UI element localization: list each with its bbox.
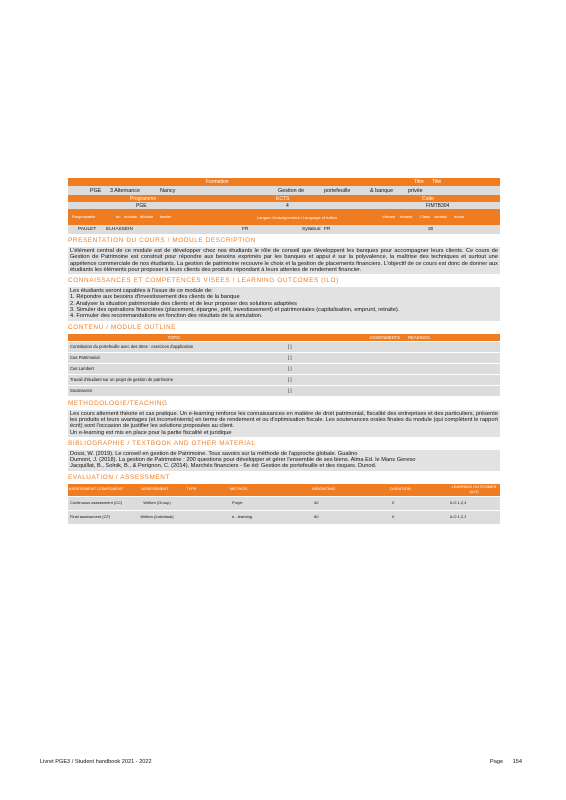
bibliography-item: Dumont, J. (2018). La gestion de Patrimoine : 200 questions pour développer et gérer l'ensemble de ses biens. Alma Ed. le Mans Gereso <box>70 457 416 464</box>
outcomes-list <box>68 287 500 320</box>
assignments-header: ASSIGNMENTS <box>369 334 400 340</box>
outcomes-heading: CONNAISSANCES ET COMPETENCES VISEES / LEARNING OUTCOMES (ILO) <box>68 277 339 285</box>
language-label: Langue d'enseignement / Language of tuition <box>257 214 337 220</box>
table-row <box>68 386 500 397</box>
programme-value: PGE <box>136 202 147 209</box>
bibliography-heading: BIBLIOGRAPHIE / TEXTBOOK AND OTHER MATERIAL <box>68 439 256 447</box>
outline-checkbox[interactable]: [ ] <box>288 388 292 394</box>
presentation-text: L'élément central de ce module est de développer chez nos étudiants le rôle de conseil que développent les banques pour accompagner leurs clients. Ce cours de Gestion de Patrimoine est construit pour répondre aux besoins exprimés par les banques et appui é sur la polyvalence, la maîtrise des techniques et surtout une appétence commerciale de nos étudiants. La gestion de patrimoine recouvre le choix et la gestion de placements financiers. L'objectif de ce cours est donc de donner aux étudiants les éléments pour proposer à leurs clients des produits répondant à leurs attentes de rendement financier. <box>70 248 498 273</box>
syllabus-language: FR <box>324 226 331 232</box>
presentation-heading: PRESENTATION DU COURS / MODULE DESCRIPTION <box>68 237 256 244</box>
hours-value: 30 <box>428 226 434 232</box>
eval-weighting: 40 <box>314 500 319 505</box>
footer-page <box>490 759 522 765</box>
info-header-row-3: Responsable du module Module leader Langue d'enseignement / Language of tuition Volume horaire Class contact hours <box>68 209 500 225</box>
footer-page-number: 154 <box>512 759 522 765</box>
topic-header: TOPIC <box>167 334 181 340</box>
title-label: Title <box>432 179 442 185</box>
bibliography-list <box>68 450 500 471</box>
volume-label: Volume <box>382 214 396 219</box>
syllabus-label: Syllabus: <box>302 226 322 232</box>
info-values-row-2 <box>68 202 500 209</box>
formation-label: Formation <box>206 179 229 185</box>
module-label: Module <box>140 214 154 219</box>
program-campus: Nancy <box>160 187 176 194</box>
program-code: PGE <box>90 187 102 194</box>
table-row <box>68 353 500 364</box>
eval-component: Final assessment (CF) <box>70 513 111 519</box>
weighting-header: WEIGHTING <box>312 487 336 492</box>
info-header-row-1 <box>68 178 500 186</box>
language-value: FR <box>242 226 249 232</box>
outline-topic: Travail d'étudiant sur un projet de gestion de patrimoine <box>70 377 174 383</box>
program-row <box>68 186 500 195</box>
outline-checkbox[interactable]: [ ] <box>288 366 292 372</box>
leader-label: leader <box>160 214 172 219</box>
outline-topic: Cas Patrimonial <box>70 355 100 361</box>
outcome-intro: Les étudiants seront capables à l'issue de ce module de: <box>70 288 213 295</box>
ects-value: 4 <box>286 202 289 209</box>
code-value: FIMTB304 <box>426 202 450 209</box>
bibliography-item: Jacquillat, B., Solnik, B., & Perignon, C. (2014). Marchés financiers - 6e éd: Gestion de portefeuille et des risques. Dunod. <box>70 463 377 470</box>
eval-method: e - learning <box>232 514 253 519</box>
outcome-item: 1. Répondre aux besoins d'investissement des clients de la banque <box>70 294 240 301</box>
evaluation-header-row <box>68 484 500 497</box>
outline-topic: Cas Lambert <box>70 366 94 372</box>
responsable-label: Responsable <box>72 214 96 219</box>
eval-duration: 0 <box>392 500 395 505</box>
outline-checkbox[interactable]: [ ] <box>288 377 292 383</box>
duration-header: DURATION <box>390 487 411 492</box>
info-header-row-2 <box>68 195 500 202</box>
course-title-4: privée <box>408 187 423 194</box>
table-row <box>68 511 500 525</box>
eval-assessment: Written (Group) <box>143 500 171 505</box>
readings-header: READINGS <box>408 334 430 340</box>
table-row <box>68 375 500 386</box>
code-label: Code <box>422 195 434 202</box>
ilo-header: LEARNING OUTCOMES (ILO) <box>451 484 497 494</box>
eval-method: Projet <box>232 500 243 505</box>
syllabus-page <box>68 178 500 525</box>
table-row <box>68 364 500 375</box>
info-values-row-3 <box>68 225 500 234</box>
footer-handbook-label: Livret PGE3 / Student handbook 2021 - 2022 <box>40 759 152 765</box>
outline-heading: CONTENU / MODULE OUTLINE <box>68 323 177 331</box>
course-title-3: & banque <box>370 187 394 194</box>
outline-topic: Constitution du portefeuille avec des titres : exercices d'application <box>70 344 194 350</box>
type-header: TYPE <box>186 487 197 492</box>
eval-duration: 0 <box>392 514 395 519</box>
eval-weighting: 60 <box>314 514 319 519</box>
outline-checkbox[interactable]: [ ] <box>288 344 292 350</box>
outcome-item: 3. Simuler des opérations financières (placement, épargne, prêt, investissement) et patrimoniales (capitalisation, emprunt, retraite). <box>70 307 400 314</box>
footer-page-label: Page <box>490 759 504 765</box>
program-mode: 3 Alternance <box>110 187 140 194</box>
methodology-text <box>68 410 500 437</box>
outline-topic: Soutenance <box>70 388 93 394</box>
assessment-header: ASSESSMENT <box>141 487 169 492</box>
methodology-paragraph: Les cours alternent théorie et cas pratique. Un e-learning renforce les connaissances en matière de droit patrimonial, fiscalité des entreprises et des particuliers, présente les produits et leurs avantages (et inconvénients) en terme de rendement et ou d'optimisation fiscale. Les soutenances orales finales du module (qui complètent le rapport écrit) sont l'occasion de justifier les solutions proposées au client. <box>70 410 498 430</box>
evaluation-heading: EVALUATION / ASSESSMENT <box>68 473 170 481</box>
outline-checkbox[interactable]: [ ] <box>288 355 292 361</box>
component-header: ASSESSMENT COMPONENT <box>68 486 124 492</box>
page-footer <box>40 759 522 765</box>
leader-surname: PAULET <box>78 226 97 232</box>
methodology-elearning-note: Un e-learning est mis en place pour la partie fiscalité et juridique <box>70 429 232 436</box>
programme-label: Programme <box>130 195 157 202</box>
course-title-2: portefeuille <box>324 187 351 194</box>
table-row <box>68 497 500 511</box>
outcome-item: 4. Formuler des recommandations en fonction des résultats de la simulation. <box>70 313 263 320</box>
course-title-1: Gestion de <box>278 187 305 194</box>
methodology-heading: METHODOLOGIE/TEACHING <box>68 399 168 407</box>
eval-assessment: Written (Individual) <box>140 514 174 519</box>
table-row <box>68 342 500 353</box>
outcome-item: 2. Analyser la situation patrimoniale des clients et de leur proposer des solutions adaptées <box>70 300 298 307</box>
eval-ilo: ILO 1,2,3 <box>450 514 467 519</box>
eval-ilo: ILO 1,2,4 <box>450 500 467 505</box>
titre-label: Titre <box>414 179 424 185</box>
bibliography-item: Dossi, W. (2019). Le conseil en gestion de Patrimoine. Tous savoirs sur la méthode de l'approche globale. Gualino <box>70 450 358 457</box>
ects-label: ECTS <box>276 195 290 202</box>
outline-header-row <box>68 334 500 342</box>
eval-component: Continuous assessment (CC) <box>70 499 123 505</box>
leader-name: ELHASSEIN <box>106 226 133 232</box>
method-header: METHOD <box>230 487 248 492</box>
